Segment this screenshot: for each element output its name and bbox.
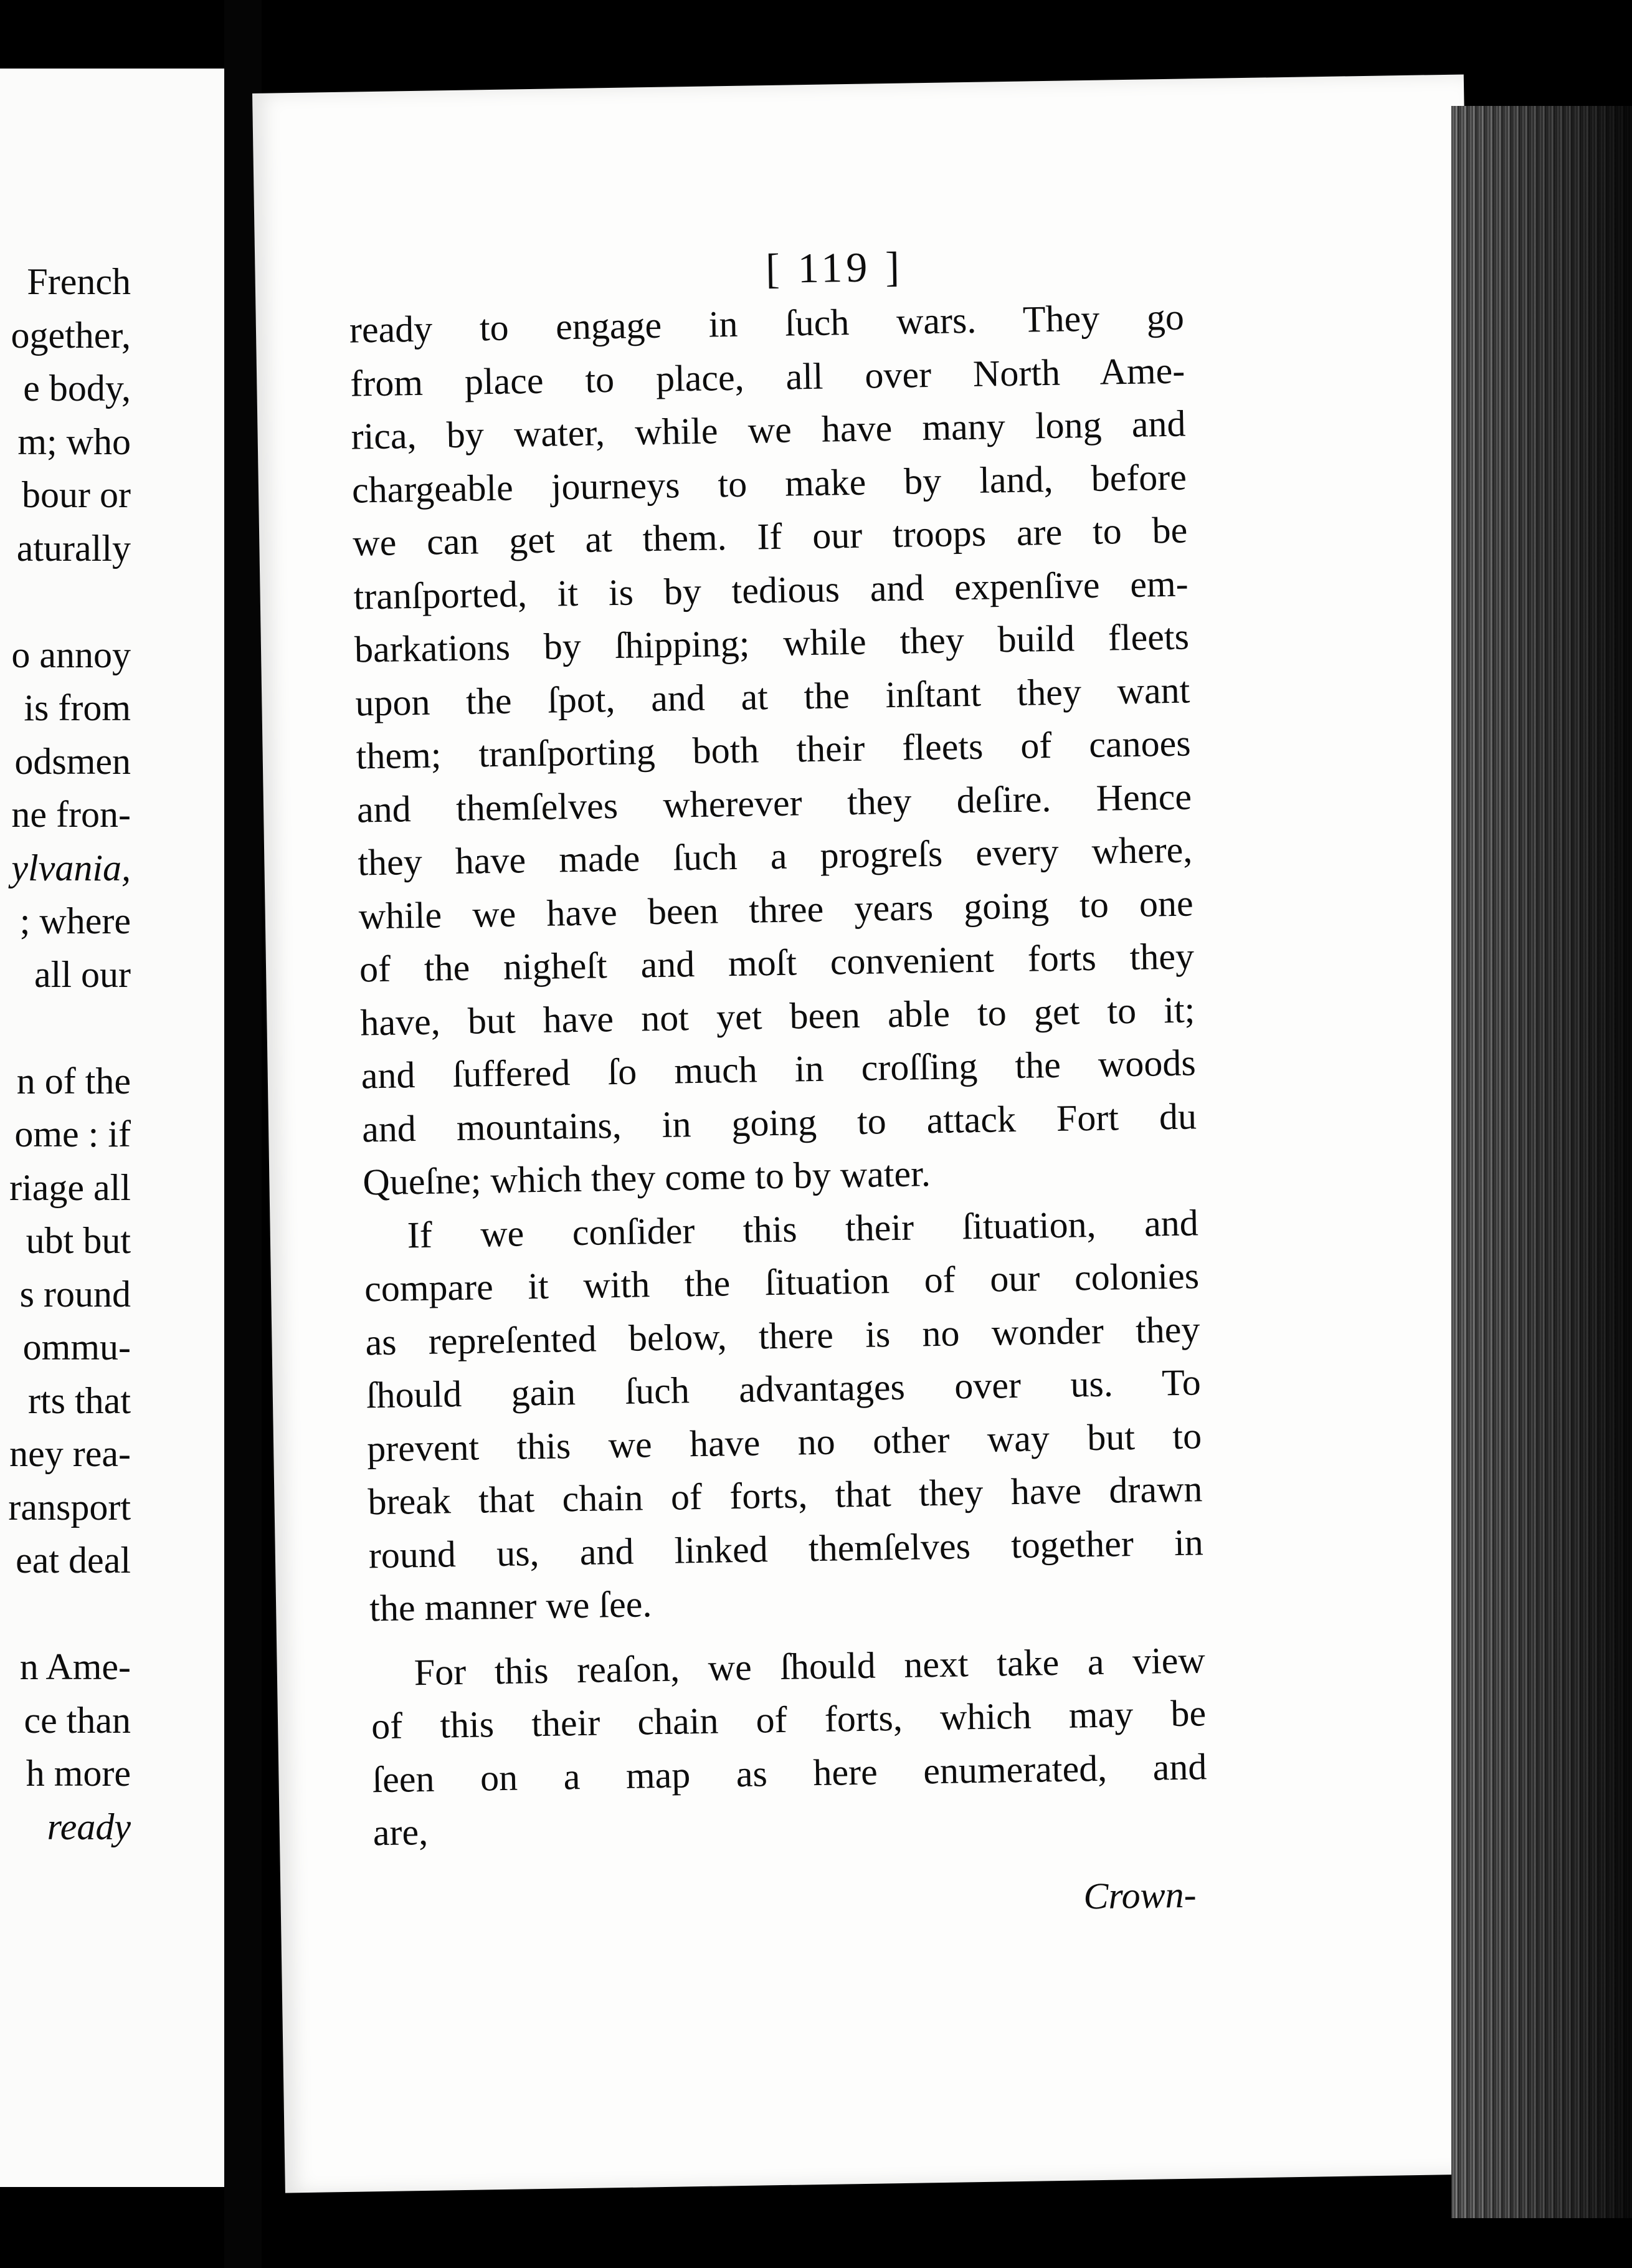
left-text-line: eat deal [16,1540,131,1581]
text-line: compare it with the ſituation of our colonies [364,1255,1200,1310]
text-line: we can get at them. If our troops are to be [352,509,1188,564]
left-text-line: ne fron- [11,794,131,835]
left-text-line: n of the [16,1060,131,1102]
text-line: of the nigheſt and moſt convenient forts they [359,935,1195,990]
left-text-line: aturally [16,527,131,569]
text-line: have, but have not yet been able to get to it; [359,988,1195,1043]
text-line: ready to engage in ſuch wars. They go [349,296,1185,351]
book-edge-shadow [1451,106,1632,2218]
text-line: For this reaſon, we ſhould next take a view [414,1639,1206,1693]
text-line: tranſported, it is by tedious and expenſive em- [353,563,1189,617]
text-line: the manner we ſee. [369,1583,652,1629]
text-line: ſhould gain ſuch advantages over us. To [366,1361,1202,1416]
text-line: break that chain of forts, that they have drawn [368,1468,1203,1523]
left-text-line: ome : if [14,1113,131,1155]
left-text-line: ransport [8,1486,131,1528]
left-page [0,69,227,2187]
text-line: If we conſider this their ſituation, and [407,1201,1199,1256]
left-text-line [0,1001,131,1055]
right-page [252,74,1497,2193]
text-line: of this their chain of forts, which may be [371,1692,1207,1747]
left-text-line: ; where [19,900,131,941]
left-text-line: s round [19,1273,131,1315]
text-line: ſeen on a map as here enumerated, and [372,1745,1207,1800]
text-line: round us, and linked themſelves together in [368,1521,1204,1576]
page-number: [ 119 ] [765,242,904,293]
left-text-line [0,1588,131,1641]
body-text [349,291,1208,1860]
left-text-line: ylvania, [11,847,131,889]
left-text-line: bour or [22,474,131,515]
left-text-line: riage all [9,1166,131,1208]
left-text-line: h more [26,1753,131,1794]
left-text-line: French [27,261,131,302]
left-text-line: ce than [24,1699,131,1741]
left-text-line: is from [24,687,131,728]
text-line: are, [372,1811,429,1854]
catchword: Crown- [1083,1874,1197,1917]
left-text-line: ubt but [26,1220,131,1261]
left-text-line: m; who [17,421,131,462]
text-line: prevent this we have no other way but to [366,1414,1202,1469]
left-text-line: ready [47,1806,131,1847]
left-text-line: odsmen [14,740,131,782]
text-line: Queſne; which they come to by water. [362,1153,931,1203]
text-line: and ſuffered ſo much in croſſing the woods [361,1042,1197,1097]
text-line: and mountains, in going to attack Fort du [361,1095,1197,1150]
left-page-text [0,255,131,1854]
text-line: as repreſented below, there is no wonder they [364,1308,1200,1363]
text-line: upon the ſpot, and at the inſtant they want [354,669,1190,724]
left-text-line: ommu- [22,1327,131,1368]
text-line: chargeable journeys to make by land, before [351,456,1187,511]
text-line: them; tranſporting both their fleets of canoes [356,722,1192,777]
text-line: and themſelves wherever they deſire. Hence [356,775,1192,830]
left-text-line: o annoy [11,634,131,675]
left-text-line: ogether, [11,314,131,356]
text-line: barkations by ſhipping; while they build fleets [354,616,1190,670]
left-text-line: all our [34,953,131,995]
left-text-line: ney rea- [9,1433,131,1474]
left-text-line: n Ame- [19,1646,131,1687]
left-text-line [0,575,131,629]
text-line: they have made ſuch a progreſs every where, [357,829,1193,884]
left-text-line: rts that [28,1379,131,1421]
text-line: while we have been three years going to one [358,882,1194,936]
text-line: from place to place, all over North Ame- [349,350,1185,404]
left-text-line: e body, [23,368,131,409]
text-line: rica, by water, while we have many long and [351,403,1187,457]
